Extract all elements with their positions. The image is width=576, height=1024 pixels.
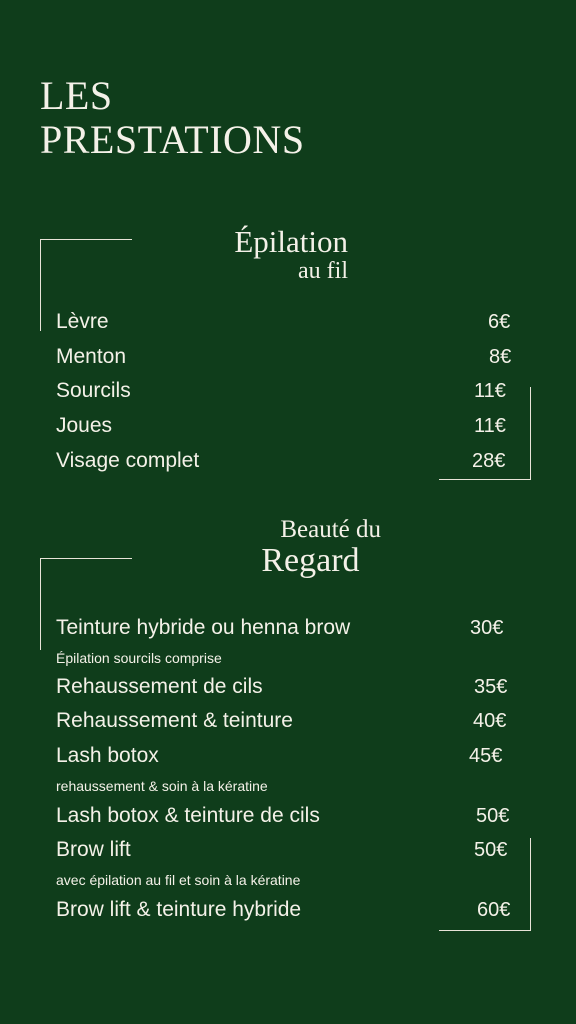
regard-item-1-price: 35€ [474,676,508,698]
regard-corner-right [530,838,531,930]
epilation-heading-1: Épilation [234,224,348,259]
epilation-heading-2: au fil [298,258,348,284]
regard-item-5-price: 50€ [474,839,508,861]
regard-item-6-name: Brow lift & teinture hybride [56,898,302,921]
epilation-item-2-price: 11€ [474,380,506,402]
regard-item-5-name: Brow lift [56,838,131,861]
regard-item-2-name: Rehaussement & teinture [56,709,293,732]
epilation-item-0-price: 6€ [488,311,511,333]
regard-item-2-price: 40€ [473,710,507,732]
regard-item-0-note: Épilation sourcils comprise [56,650,222,666]
page-title [40,74,305,162]
regard-item-0-price: 30€ [470,617,504,639]
epilation-corner-bottom [439,479,531,480]
regard-item-3-name: Lash botox [56,744,159,767]
regard-heading [261,516,381,579]
regard-item-6-price: 60€ [477,899,511,921]
epilation-heading [234,226,348,284]
regard-heading-1: Beauté du [280,516,381,543]
epilation-item-4-price: 28€ [472,450,506,472]
regard-item-5-note: avec épilation au fil et soin à la kératine [56,872,301,888]
regard-corner-top [40,558,132,559]
epilation-item-4-name: Visage complet [56,449,200,472]
regard-item-1-name: Rehaussement de cils [56,675,263,698]
regard-item-3-price: 45€ [469,745,503,767]
epilation-corner-left [40,239,41,331]
regard-item-0-name: Teinture hybride ou henna brow [56,616,351,639]
epilation-corner-top [40,239,132,240]
title-line-1: LES [40,73,113,118]
epilation-item-3-name: Joues [56,414,113,437]
regard-item-3-note: rehaussement & soin à la kératine [56,778,268,794]
epilation-item-1-name: Menton [56,345,127,368]
regard-corner-left [40,558,41,650]
epilation-item-0-name: Lèvre [56,310,109,333]
regard-item-4-price: 50€ [476,805,510,827]
epilation-item-3-price: 11€ [474,415,506,437]
epilation-item-1-price: 8€ [489,346,512,368]
epilation-item-2-name: Sourcils [56,379,131,402]
regard-corner-bottom [439,930,531,931]
regard-heading-2: Regard [261,542,360,579]
title-line-2: PRESTATIONS [40,117,305,162]
epilation-corner-right [530,387,531,479]
regard-item-4-name: Lash botox & teinture de cils [56,804,320,827]
